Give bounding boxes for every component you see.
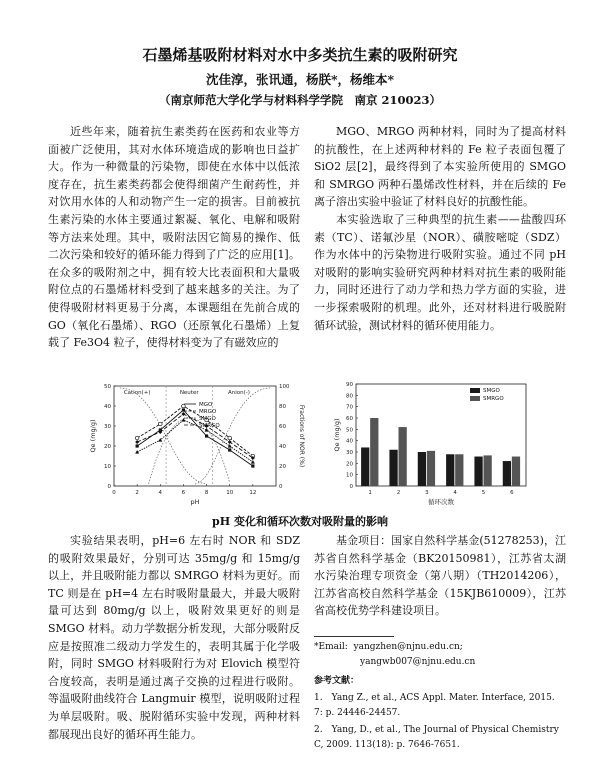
y-axis-label: Qe (mg/g)	[333, 418, 341, 452]
funding: 基金项目：国家自然科学基金(51278253)，江苏省自然科学基金（BK20150981），江苏省太湖水污染治理专项资金（第八期）（TH2014206），江苏省高校自然科学基金（15KJB610009），江苏省高校优势学科建设项目。	[314, 534, 566, 618]
data-point	[251, 464, 254, 467]
x-tick-label: 2	[135, 490, 139, 496]
email-label: *Email:	[314, 642, 348, 652]
y-tick-label: 90	[346, 382, 353, 388]
email-1[interactable]: yangzhen@njnu.edu.cn;	[353, 642, 463, 652]
data-point	[135, 440, 139, 444]
legend-label: MGO	[199, 402, 213, 408]
y-tick-label: 40	[104, 404, 111, 410]
x-tick-label: 4	[453, 490, 457, 496]
region-label: Anion(-)	[228, 390, 250, 396]
y2-tick-label: 100	[279, 384, 290, 390]
legend-label: SMGO	[199, 416, 216, 422]
references-heading: 参考文献：	[314, 676, 360, 686]
footnote-divider	[314, 636, 394, 637]
series-line-mrgo	[137, 406, 253, 456]
legend-label: SMGO	[483, 388, 500, 394]
data-point	[228, 448, 231, 451]
y2-tick-label: 60	[279, 424, 286, 430]
bar-smgo	[474, 457, 482, 486]
y-tick-label: 70	[346, 404, 353, 411]
paragraph-intro: 近些年来，随着抗生素类药在医药和农业等方面被广泛使用，其对水体环境造成的影响也日益扩大。作为一种微量的污染物，即使在水体中以低浓度存在，抗生素类药都会使得细菌产生耐药性，并对饮用水体的人和动物产生一定的损害。目前被抗生素污染的水体主要通过絮凝、氧化、电解和吸附等方法来处理。其中，吸附法因它简易的操作、低二次污染和较好的循环能力得到了广泛的应用[1]。在众多的吸附剂之中，拥有较大比表面积和大量吸附位点的石墨烯材料受到了越来越多的关注。为了使得吸附材料更易于分离，本课题组在先前合成的 GO（氧化石墨烯）、RGO（还原氧化石墨烯）上复载了 Fe3O4 粒子，使得材料变为了有磁效应的	[48, 125, 300, 350]
cycle-bar-chart	[330, 374, 530, 506]
y-tick-label: 0	[349, 484, 353, 490]
x-tick-label: 6	[510, 490, 514, 496]
reference-2: 2. Yang, D., et al., The Journal of Physical Chemistry C, 2009. 113(18): p. 7646-7651.	[314, 725, 559, 750]
bar-smgo	[389, 450, 397, 486]
column-2	[314, 123, 566, 334]
bar-smgo	[446, 454, 454, 486]
x-tick-label: 1	[368, 490, 372, 496]
y-tick-label: 30	[346, 450, 353, 456]
y2-tick-label: 80	[279, 404, 286, 410]
bar-smrgo	[455, 454, 463, 486]
data-point	[182, 404, 186, 408]
x-tick-label: 0	[112, 490, 116, 496]
x-axis-label: pH	[190, 498, 200, 506]
column-1	[48, 123, 300, 352]
series-line-smrgo	[137, 414, 253, 458]
paragraph-materials: MGO、MRGO 两种材料，同时为了提高材料的抗酸性，在上述两种材料的 Fe 粒子表面包覆了 SiO2 层[2]，最终得到了本实验所使用的 SMGO 和 SMRGO 两种石墨烯改性材料，并在后续的 Fe 离子溶出实验中验证了材料良好的抗酸性能。	[314, 125, 566, 209]
email-block	[314, 640, 566, 670]
plot-frame	[114, 386, 276, 486]
y-tick-label: 60	[346, 416, 353, 422]
y-tick-label: 10	[346, 472, 353, 479]
y-tick-label: 40	[346, 438, 353, 445]
y2-tick-label: 0	[279, 484, 283, 490]
references	[314, 640, 566, 753]
y-tick-label: 50	[104, 384, 111, 390]
paragraph-methods: 本实验选取了三种典型的抗生素——盐酸四环素（TC）、诺氟沙星（NOR）、磺胺嘧啶（SDZ）作为水体中的污染物进行吸附实验。通过不同 pH 对吸附的影响实验研究两种材料对抗生素的吸附能力，同时还进行了动力学和热力学方面的实验，进一步探索吸附的机理。此外，还对材料进行吸脱附循环试验，测试材料的循环使用能力。	[314, 212, 566, 332]
x-tick-label: 8	[204, 490, 209, 496]
column-3	[48, 532, 300, 743]
legend-swatch	[470, 396, 480, 401]
data-point	[135, 436, 139, 440]
authors: 沈佳淳，张讯通，杨朕*，杨维本*	[205, 72, 395, 87]
bar-smrgo	[370, 418, 378, 486]
affiliation: （南京师范大学化学与材料科学学院 南京 210023）	[158, 93, 441, 107]
page-title: 石墨烯基吸附材料对水中多类抗生素的吸附研究	[142, 46, 458, 64]
x-axis-label: 循环次数	[428, 498, 454, 506]
data-point	[181, 418, 185, 422]
legend-label: MRGO	[199, 409, 217, 415]
y2-tick-label: 20	[279, 464, 286, 470]
y2-axis-label: Fractions of NOR (%)	[298, 404, 305, 468]
figure-caption: pH 变化和循环次数对吸附量的影响	[212, 515, 388, 528]
x-tick-label: 3	[425, 490, 429, 496]
bar-smgo	[418, 452, 426, 486]
y-tick-label: 30	[104, 424, 111, 430]
x-tick-label: 4	[158, 490, 163, 496]
y-tick-label: 20	[346, 461, 353, 468]
series-line-smgo	[137, 420, 253, 462]
region-label: Cation(+)	[123, 390, 151, 396]
y-tick-label: 10	[104, 464, 111, 470]
bar-smrgo	[399, 427, 407, 486]
x-tick-label: 5	[481, 490, 486, 496]
legend-swatch	[470, 388, 480, 393]
legend-label: SMRGO	[483, 396, 504, 402]
legend-label: SMRGO	[199, 423, 220, 429]
bar-smrgo	[427, 451, 435, 486]
x-tick-label: 2	[396, 490, 401, 496]
ph-effect-chart	[86, 374, 310, 506]
column-4	[314, 532, 566, 620]
y-tick-label: 80	[346, 393, 353, 400]
bar-smgo	[503, 461, 511, 486]
bar-smrgo	[512, 457, 520, 486]
y-tick-label: 50	[346, 427, 353, 434]
x-tick-label: 10	[226, 490, 234, 496]
bar-smrgo	[484, 455, 492, 486]
region-label: Neuter	[179, 390, 199, 396]
x-tick-label: 12	[249, 490, 257, 496]
email-2[interactable]: yangwb007@njnu.edu.cn	[360, 657, 476, 667]
data-point	[228, 436, 232, 440]
y-axis-label: Qe (mg/g)	[89, 419, 97, 453]
data-point	[158, 422, 162, 426]
y2-tick-label: 40	[279, 444, 286, 450]
y-tick-label: 0	[107, 484, 111, 490]
y-tick-label: 20	[104, 444, 111, 450]
data-point	[136, 444, 139, 447]
data-point	[135, 450, 139, 454]
fraction-curve	[120, 388, 207, 484]
bar-smgo	[361, 447, 369, 486]
paragraph-results: 实验结果表明，pH=6 左右时 NOR 和 SDZ 的吸附效果最好，分别可达 35mg/g 和 15mg/g 以上，并且吸附能力都以 SMRGO 材料为更好。而 TC 则是在 pH=4 左右时吸附量最大，并最大吸附量可达到 80mg/g 以上，吸附效果更好的则是 SMGO 材料。动力学数据分析发现，大部分吸附反应是按照准二级动力学发生的，表明其属于化学吸附，同时 SMGO 材料吸附行为对 Elovich 模型符合度较高，表明是通过离子交换的过程进行吸附。等温吸附曲线符合 Langmuir 模型，说明吸附过程为单层吸附。吸、脱附循环实验中发现，两种材料都展现出良好的循环再生能力。	[48, 534, 300, 741]
reference-1: 1. Yang Z., et al., ACS Appl. Mater. Interface, 2015. 7: p. 24446-24457.	[314, 693, 555, 718]
data-point	[205, 434, 208, 437]
x-tick-label: 6	[181, 490, 186, 496]
data-point	[181, 412, 185, 416]
